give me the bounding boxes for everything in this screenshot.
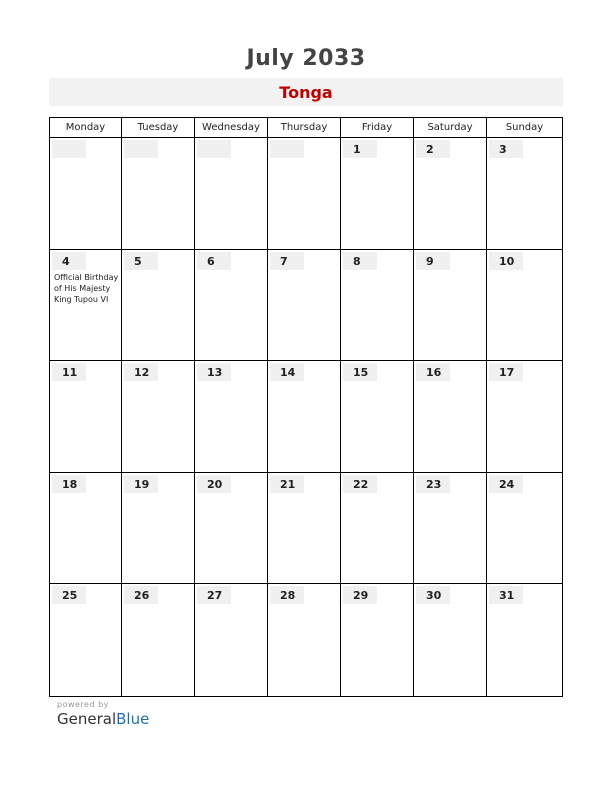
day-number: 13 [197,363,231,381]
day-cell[interactable] [122,250,195,362]
empty-day-cell[interactable] [50,138,122,250]
day-number: 18 [52,475,86,493]
day-number: 8 [343,252,377,270]
day-number: 28 [270,586,304,604]
day-cell[interactable] [487,250,562,362]
empty-day-cell[interactable] [122,138,195,250]
day-cell[interactable] [50,584,122,696]
weekday-header: Sunday [487,118,562,138]
day-cell[interactable] [268,473,341,585]
day-number: 9 [416,252,450,270]
brand-logo[interactable] [57,710,149,728]
day-number [270,140,304,158]
day-number: 4 [52,252,86,270]
day-cell[interactable] [50,361,122,473]
day-number: 2 [416,140,450,158]
day-cell[interactable] [341,584,414,696]
page-title: July 2033 [246,46,366,71]
day-number: 16 [416,363,450,381]
day-cell[interactable] [414,138,487,250]
weekday-header: Thursday [268,118,341,138]
day-cell[interactable] [414,584,487,696]
day-number: 11 [52,363,86,381]
brand-general: General [57,710,117,728]
day-number: 29 [343,586,377,604]
day-number: 6 [197,252,231,270]
weekday-header: Saturday [414,118,487,138]
day-number [124,140,158,158]
day-number: 20 [197,475,231,493]
day-number: 14 [270,363,304,381]
day-number: 25 [52,586,86,604]
day-cell[interactable] [341,473,414,585]
day-number: 24 [489,475,523,493]
day-cell[interactable] [195,473,268,585]
day-number: 7 [270,252,304,270]
weekday-header: Monday [50,118,122,138]
footer [57,700,149,728]
day-number: 31 [489,586,523,604]
day-number: 26 [124,586,158,604]
day-cell[interactable] [487,361,562,473]
day-cell[interactable] [414,361,487,473]
day-number: 30 [416,586,450,604]
day-number: 17 [489,363,523,381]
day-number: 10 [489,252,523,270]
day-cell[interactable] [414,473,487,585]
day-cell[interactable] [195,584,268,696]
day-cell[interactable] [122,361,195,473]
day-cell[interactable] [122,473,195,585]
day-number: 3 [489,140,523,158]
weekday-header: Wednesday [195,118,268,138]
brand-blue: Blue [116,710,150,728]
calendar-grid [49,117,563,697]
powered-by-text: powered by [57,700,109,709]
day-number: 1 [343,140,377,158]
day-cell[interactable] [268,250,341,362]
day-number [52,140,86,158]
empty-day-cell[interactable] [268,138,341,250]
day-cell[interactable] [50,250,122,362]
day-cell[interactable] [341,361,414,473]
day-number: 12 [124,363,158,381]
day-number: 15 [343,363,377,381]
day-cell[interactable] [268,361,341,473]
day-cell[interactable] [487,138,562,250]
holiday-event: Official Birthday of His Majesty King Tupou VI [54,272,119,304]
day-number: 19 [124,475,158,493]
day-number: 22 [343,475,377,493]
day-cell[interactable] [268,584,341,696]
weekday-header: Friday [341,118,414,138]
day-number: 5 [124,252,158,270]
day-cell[interactable] [50,473,122,585]
day-number: 27 [197,586,231,604]
day-cell[interactable] [341,138,414,250]
day-cell[interactable] [487,473,562,585]
day-cell[interactable] [195,250,268,362]
day-cell[interactable] [414,250,487,362]
day-number: 23 [416,475,450,493]
day-cell[interactable] [487,584,562,696]
day-number: 21 [270,475,304,493]
day-number [197,140,231,158]
country-name: Tonga [279,83,333,102]
day-cell[interactable] [122,584,195,696]
country-bar [49,78,563,106]
day-cell[interactable] [341,250,414,362]
empty-day-cell[interactable] [195,138,268,250]
weekday-header: Tuesday [122,118,195,138]
day-cell[interactable] [195,361,268,473]
